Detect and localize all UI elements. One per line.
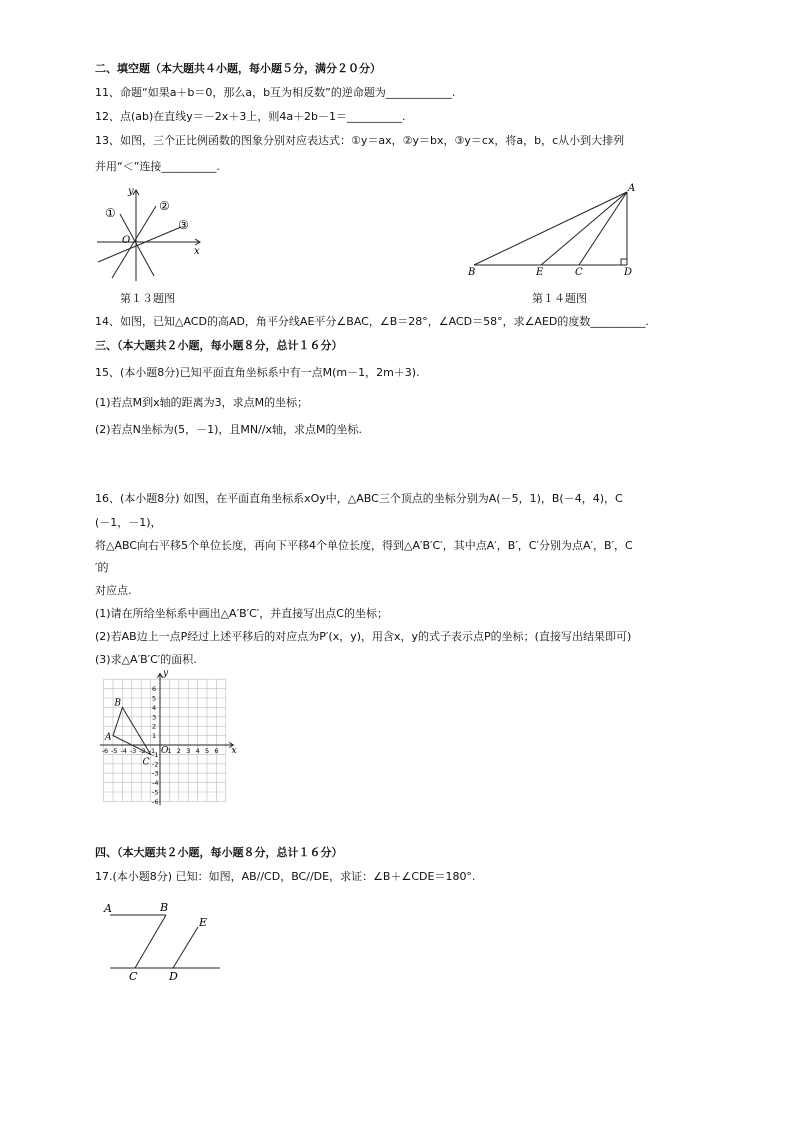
point-A-label: A <box>104 902 112 915</box>
line-label-1: ① <box>105 206 116 220</box>
question-15-stem: 15、(本小题8分)已知平面直角坐标系中有一点M(m－1，2m＋3). <box>95 366 420 379</box>
point-D-label: D <box>169 970 178 983</box>
x-tick-label: -5 <box>111 747 118 755</box>
question-13-line2: 并用“＜”连接__________. <box>95 160 220 173</box>
section4-header: 四、（本大题共２小题，每小题８分，总计１６分） <box>95 846 343 859</box>
figure-16-coordinate-grid <box>96 668 246 812</box>
x-tick-label: -3 <box>129 747 137 755</box>
question-16-line2: (－1，－1)， <box>95 516 162 529</box>
point-E-label: E <box>536 267 544 278</box>
y-tick-label: -1 <box>152 750 159 759</box>
y-tick-label: 4 <box>152 703 157 712</box>
question-14: 14、如图，已知△ACD的高AD，角平分线AE平分∠BAC，∠B＝28°，∠ACD＝58°，求∠AED的度数__________. <box>95 315 649 328</box>
x-tick-label: 1 <box>167 747 172 755</box>
x-tick-label: -4 <box>120 747 127 755</box>
y-axis-label: y <box>128 186 134 197</box>
point-C-label: C <box>142 757 150 768</box>
section3-header: 三、（本大题共２小题，每小题８分，总计１６分） <box>95 339 343 352</box>
x-tick-label: 4 <box>195 747 200 755</box>
line-label-2: ② <box>159 199 170 213</box>
y-tick-label: 6 <box>152 685 157 694</box>
x-tick-label: 2 <box>176 747 181 755</box>
question-11: 11、命题“如果a＋b＝0，那么a，b互为相反数”的逆命题为____________. <box>95 86 456 99</box>
x-axis-label: x <box>194 246 200 257</box>
question-17: 17.(本小题8分) 已知：如图，AB//CD，BC//DE，求证：∠B＋∠CDE＝180°. <box>95 870 476 883</box>
point-A-label: A <box>105 732 112 743</box>
figure-13-caption: 第１３题图 <box>120 292 175 305</box>
question-16-line1: 16、(本小题8分) 如图，在平面直角坐标系xOy中，△ABC三个顶点的坐标分别为A(－5，1)，B(－4，4)，C <box>95 492 623 505</box>
question-13-line1: 13、如图，三个正比例函数的图象分别对应表达式：①y＝ax，②y＝bx，③y＝cx，将a，b，c从小到大排列 <box>95 134 625 147</box>
question-16-part1: (1)请在所给坐标系中画出△A′B′C′，并直接写出点C的坐标； <box>95 607 388 620</box>
x-tick-label: 3 <box>186 747 191 755</box>
question-15-part2: (2)若点N坐标为(5，－1)，且MN//x轴，求点M的坐标. <box>95 423 363 436</box>
point-B-label: B <box>468 267 476 278</box>
figure-17 <box>100 898 220 988</box>
figure-14-caption: 第１４题图 <box>532 292 587 305</box>
line-label-3: ③ <box>178 218 189 232</box>
point-B-label: B <box>160 901 169 914</box>
y-tick-label: 5 <box>152 694 157 703</box>
x-tick-label: 6 <box>214 747 219 755</box>
y-tick-label: -2 <box>152 760 159 769</box>
question-12: 12、点(ab)在直线y＝－2x＋3上，则4a＋2b－1＝__________. <box>95 110 406 123</box>
y-axis-label: y <box>163 668 169 679</box>
point-D-label: D <box>624 267 633 278</box>
question-16-line5: 对应点. <box>95 584 132 597</box>
question-16-part3: (3)求△A′B′C′的面积. <box>95 653 197 666</box>
question-15-part1: (1)若点M到x轴的距离为3，求点M的坐标； <box>95 396 309 409</box>
figure-14 <box>466 183 636 278</box>
x-tick-label: -1 <box>148 747 156 755</box>
point-C-label: C <box>129 970 138 983</box>
point-E-label: E <box>199 916 208 929</box>
y-tick-label: 2 <box>152 722 157 731</box>
figure-13 <box>92 186 212 286</box>
origin-label: O <box>122 235 131 246</box>
section2-header: 二、填空题（本大题共４小题，每小题５分，满分２０分） <box>95 62 381 75</box>
question-16-line3: 将△ABC向右平移5个单位长度，再向下平移4个单位长度，得到△A′B′C′，其中点A′，B′，C′分别为点A′，B′，C <box>95 539 633 552</box>
point-C-label: C <box>575 267 583 278</box>
y-tick-label: -6 <box>152 797 159 806</box>
point-A-label: A <box>628 183 636 194</box>
x-tick-label: -6 <box>101 747 109 755</box>
x-axis-label: x <box>231 746 237 756</box>
question-16-part2: (2)若AB边上一点P经过上述平移后的对应点为P′(x，y)，用含x，y的式子表示点P的坐标；(直接写出结果即可) <box>95 630 632 643</box>
y-tick-label: 1 <box>152 732 157 741</box>
x-tick-label: -2 <box>139 747 146 755</box>
y-tick-label: -3 <box>152 769 159 778</box>
y-tick-label: -5 <box>152 788 159 797</box>
y-tick-label: -4 <box>152 779 159 788</box>
y-tick-label: 3 <box>152 713 157 722</box>
point-B-label: B <box>114 698 122 709</box>
origin-label: O <box>161 746 169 756</box>
question-16-line4: ′的 <box>95 561 109 574</box>
x-tick-label: 5 <box>205 747 210 755</box>
